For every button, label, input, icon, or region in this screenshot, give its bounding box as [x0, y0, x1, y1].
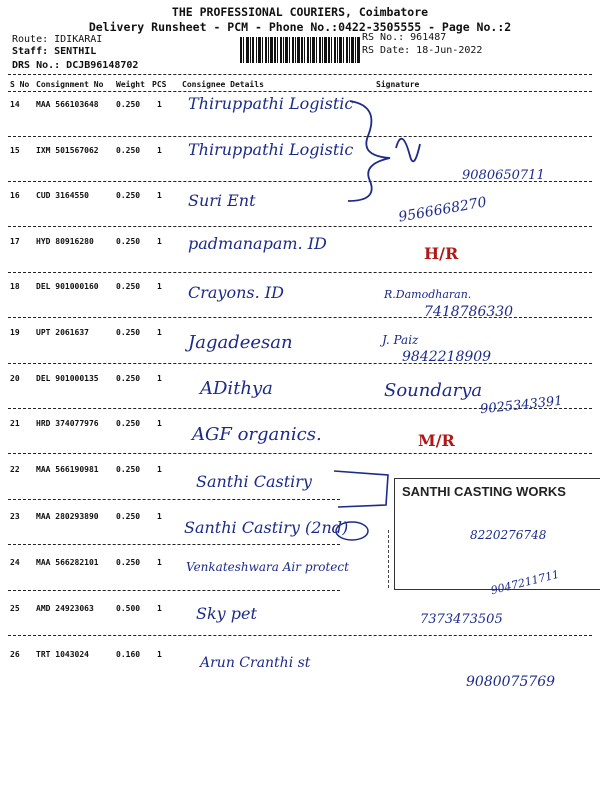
row-divider	[8, 136, 592, 137]
row-divider	[8, 453, 592, 454]
row-pcs: 1	[157, 374, 162, 383]
row-consignment: DEL 901000135	[36, 374, 99, 383]
signature-number-26: 9080075769	[466, 674, 556, 690]
row-divider	[8, 363, 592, 364]
row-weight: 0.250	[116, 282, 141, 291]
col-sno: S No	[10, 80, 30, 89]
staff-label: Staff: SENTHIL	[12, 46, 97, 57]
row-consignee: Arun Cranthi st	[200, 655, 311, 671]
company-stamp: SANTHI CASTING WORKS	[402, 484, 566, 499]
signature-number-24: 9047211711	[489, 567, 561, 598]
signature-name-18: R.Damodharan.	[384, 288, 472, 301]
signature-mark-17: H/R	[424, 244, 459, 263]
row-weight: 0.250	[116, 100, 141, 109]
row-weight: 0.500	[116, 604, 141, 613]
row-divider	[8, 544, 340, 545]
row-consignment: TRT 1043024	[36, 650, 89, 659]
row-consignment: IXM 501567062	[36, 146, 99, 155]
row-consignee: Sky pet	[196, 604, 257, 623]
row-consignee: Jagadeesan	[188, 332, 293, 353]
row-divider	[8, 226, 592, 227]
row-sno: 26	[10, 650, 20, 659]
col-weight: Weight	[116, 80, 145, 89]
signature-number-16: 9566668270	[397, 194, 488, 226]
signature-number-19: 9842218909	[402, 349, 492, 365]
col-consignment: Consignment No	[36, 80, 104, 89]
row-divider	[8, 272, 592, 273]
row-consignment: UPT 2061637	[36, 328, 89, 337]
row-consignee: Venkateshwara Air protect	[186, 560, 349, 574]
row-weight: 0.250	[116, 146, 141, 155]
signature-number-15: 9080650711	[462, 168, 545, 183]
rs-date: RS Date: 18-Jun-2022	[362, 45, 483, 56]
row-sno: 25	[10, 604, 20, 613]
col-consignee-details: Consignee Details	[182, 80, 264, 89]
row-pcs: 1	[157, 146, 162, 155]
stamp-divider	[388, 530, 389, 588]
signature-number-23: 8220276748	[470, 528, 547, 542]
row-sno: 17	[10, 237, 20, 246]
row-pcs: 1	[157, 650, 162, 659]
row-divider	[8, 590, 340, 591]
row-pcs: 1	[157, 282, 162, 291]
row-divider	[8, 635, 592, 636]
row-sno: 22	[10, 465, 20, 474]
row-sno: 14	[10, 100, 20, 109]
row-pcs: 1	[157, 328, 162, 337]
row-consignee: Thiruppathi Logistic	[188, 140, 354, 159]
row-sno: 20	[10, 374, 20, 383]
row-sno: 24	[10, 558, 20, 567]
row-weight: 0.160	[116, 650, 141, 659]
row-consignee: Suri Ent	[188, 191, 256, 210]
drs-number: DRS No.: DCJB96148702	[12, 60, 139, 71]
row-divider	[8, 499, 340, 500]
row-consignment: MAA 566190981	[36, 465, 99, 474]
row-pcs: 1	[157, 604, 162, 613]
signature-mark-21: M/R	[418, 431, 455, 450]
row-pcs: 1	[157, 558, 162, 567]
row-pcs: 1	[157, 191, 162, 200]
row-sno: 16	[10, 191, 20, 200]
row-consignment: HYD 80916280	[36, 237, 94, 246]
header-top-divider	[8, 74, 592, 75]
row-consignment: HRD 374077976	[36, 419, 99, 428]
row-weight: 0.250	[116, 237, 141, 246]
row-weight: 0.250	[116, 191, 141, 200]
col-pcs: PCS	[152, 80, 167, 89]
runsheet-subtitle: Delivery Runsheet - PCM - Phone No.:0422-3505555 - Page No.:2	[88, 20, 512, 34]
row-pcs: 1	[157, 419, 162, 428]
row-sno: 21	[10, 419, 20, 428]
signature-name-19: J. Paiz	[382, 333, 419, 347]
row-sno: 18	[10, 282, 20, 291]
row-consignment: MAA 566103648	[36, 100, 99, 109]
row-weight: 0.250	[116, 374, 141, 383]
row-consignment: MAA 280293890	[36, 512, 99, 521]
signature-name-20: Soundarya	[384, 380, 483, 401]
row-weight: 0.250	[116, 328, 141, 337]
row-weight: 0.250	[116, 465, 141, 474]
row-consignee: Santhi Castiry (2nd)	[184, 518, 349, 537]
row-consignee: padmanapam. ID	[188, 234, 327, 253]
row-consignment: DEL 901000160	[36, 282, 99, 291]
row-consignee: AGF organics.	[192, 424, 322, 445]
route-label: Route: IDIKARAI	[12, 34, 103, 45]
brace-mark	[340, 96, 430, 206]
row-pcs: 1	[157, 237, 162, 246]
row-pcs: 1	[157, 512, 162, 521]
signature-number-20: 9025343391	[479, 393, 564, 418]
bracket-mark	[330, 465, 400, 545]
row-sno: 23	[10, 512, 20, 521]
row-consignee: Crayons. ID	[188, 283, 284, 302]
col-signature: Signature	[376, 80, 420, 89]
row-consignment: CUD 3164550	[36, 191, 89, 200]
row-sno: 15	[10, 146, 20, 155]
header-bottom-divider	[8, 91, 592, 92]
row-consignment: AMD 24923063	[36, 604, 94, 613]
barcode-image	[240, 37, 360, 63]
row-pcs: 1	[157, 100, 162, 109]
rs-number: RS No.: 961487	[362, 32, 447, 43]
row-pcs: 1	[157, 465, 162, 474]
company-title: THE PROFESSIONAL COURIERS, Coimbatore	[171, 5, 429, 19]
row-sno: 19	[10, 328, 20, 337]
row-weight: 0.250	[116, 419, 141, 428]
row-consignee: ADithya	[200, 378, 273, 399]
signature-number-18: 7418786330	[424, 304, 514, 320]
signature-number-25: 7373473505	[420, 612, 503, 627]
row-consignment: MAA 566282101	[36, 558, 99, 567]
row-consignee: Thiruppathi Logistic	[188, 94, 354, 113]
row-weight: 0.250	[116, 512, 141, 521]
row-consignee: Santhi Castiry	[196, 472, 312, 491]
row-weight: 0.250	[116, 558, 141, 567]
